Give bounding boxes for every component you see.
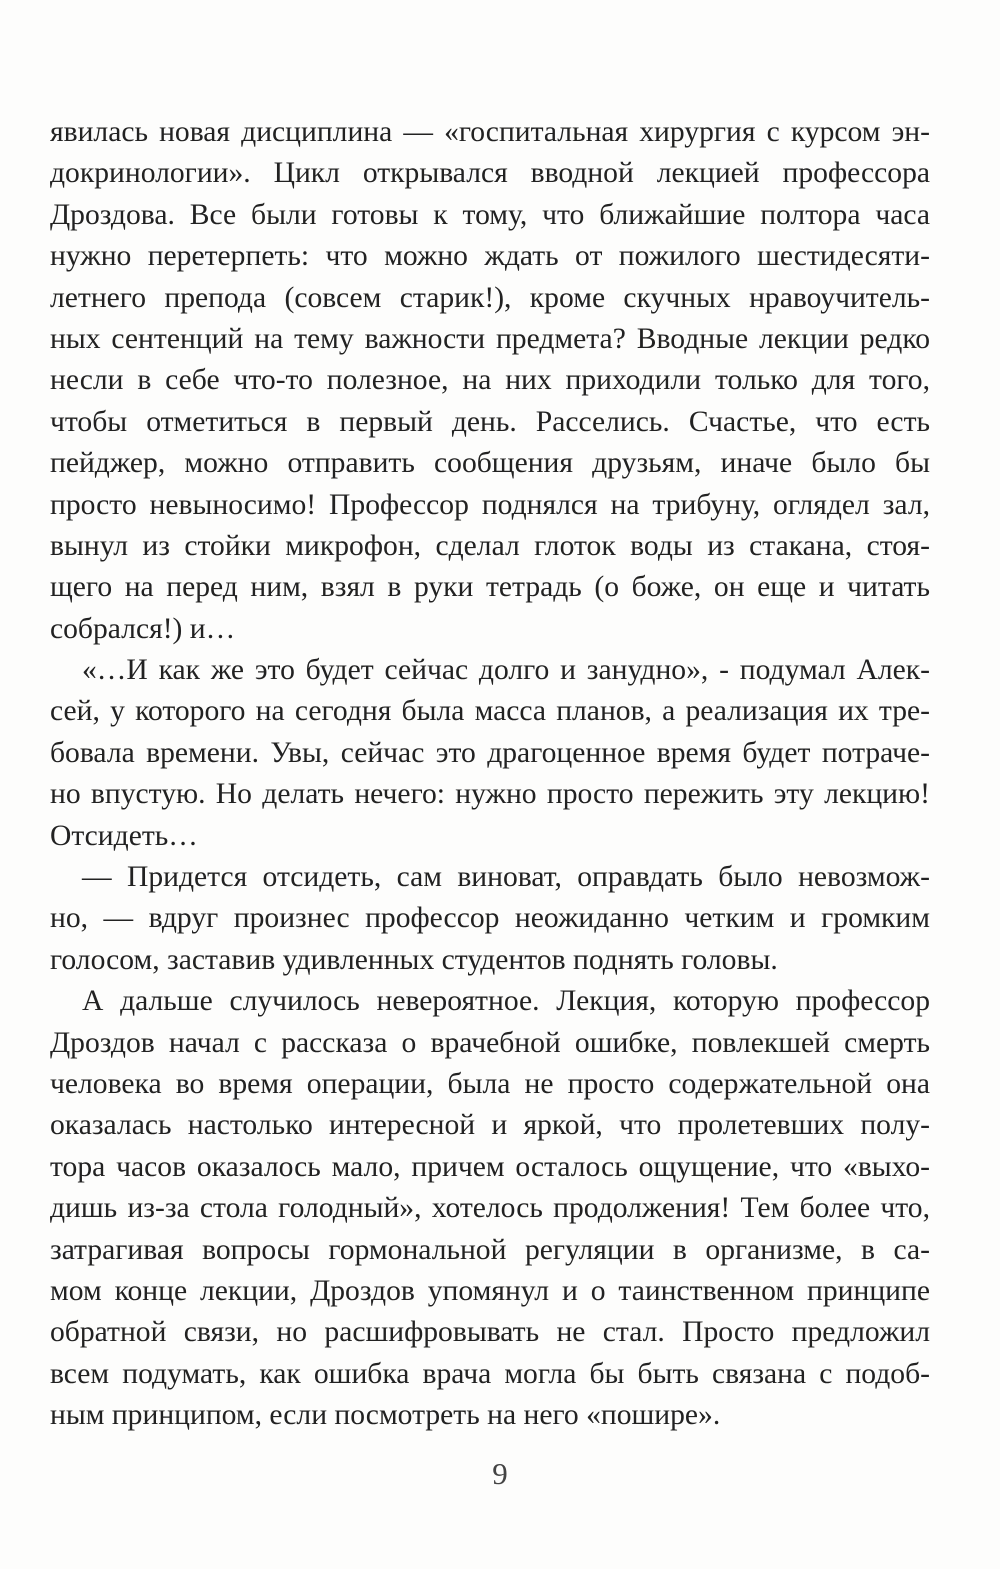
text-line: ным принципом, если посмотреть на него «пошире». bbox=[50, 1399, 721, 1432]
text-line: докринологии». Цикл открывался вводной лекцией профессора bbox=[50, 157, 930, 190]
text-line: летнего препода (совсем старик!), кроме скучных нравоучитель- bbox=[50, 281, 930, 314]
text-line: тора часов оказалось мало, причем осталось ощущение, что «выхо- bbox=[50, 1150, 930, 1183]
text-line: нужно перетерпеть: что можно ждать от пожилого шестидесяти- bbox=[50, 240, 930, 273]
text-line: обратной связи, но расшифровывать не стал. Просто предложил bbox=[50, 1316, 930, 1349]
text-line: — Придется отсидеть, сам виноват, оправдать было невозмож- bbox=[82, 861, 930, 894]
text-line: явилась новая дисциплина — «госпитальная хирургия с курсом эн- bbox=[50, 116, 930, 148]
paragraph-2 bbox=[50, 650, 930, 857]
text-line: всем подумать, как ошибка врача могла бы быть связана с подоб- bbox=[50, 1357, 930, 1390]
text-line: пейджер, можно отправить сообщения друзьям, иначе было бы bbox=[50, 447, 930, 480]
page-number: 9 bbox=[492, 1456, 508, 1491]
text-line: А дальше случилось невероятное. Лекция, которую профессор bbox=[82, 985, 930, 1018]
text-line: сей, у которого на сегодня была масса планов, а реализация их тре- bbox=[50, 695, 930, 728]
text-line: чтобы отметиться в первый день. Расселись. Счастье, что есть bbox=[50, 405, 930, 438]
text-line: мом конце лекции, Дроздов упомянул и о таинственном принципе bbox=[50, 1274, 930, 1307]
text-line: несли в себе что-то полезное, на них приходили только для того, bbox=[50, 364, 930, 397]
text-line: но, — вдруг произнес профессор неожиданно четким и громким bbox=[50, 902, 930, 935]
paragraph-3 bbox=[50, 857, 930, 981]
paragraph-4 bbox=[50, 981, 930, 1436]
text-line: «…И как же это будет сейчас долго и занудно», - подумал Алек- bbox=[82, 654, 930, 687]
text-line: просто невыносимо! Профессор поднялся на трибуну, оглядел зал, bbox=[50, 488, 930, 521]
text-line: человека во время операции, была не просто содержательной она bbox=[50, 1067, 930, 1100]
text-line: бовала времени. Увы, сейчас это драгоценное время будет потраче- bbox=[50, 736, 930, 769]
text-line: Отсидеть… bbox=[50, 819, 198, 852]
text-line: голосом, заставив удивленных студентов поднять головы. bbox=[50, 943, 778, 976]
text-line: затрагивая вопросы гормональной регуляции в организме, в са- bbox=[50, 1233, 930, 1266]
text-line: оказалась настолько интересной и яркой, что пролетевших полу- bbox=[50, 1109, 930, 1142]
text-line: собрался!) и… bbox=[50, 612, 236, 645]
text-line: дишь из-за стола голодный», хотелось продолжения! Тем более что, bbox=[50, 1192, 930, 1225]
text-line: Дроздова. Все были готовы к тому, что ближайшие полтора часа bbox=[50, 198, 930, 231]
text-line: Дроздов начал с рассказа о врачебной ошибке, повлекшей смерть bbox=[50, 1026, 930, 1059]
text-line: но впустую. Но делать нечего: нужно просто пережить эту лекцию! bbox=[50, 778, 930, 811]
paragraph-1 bbox=[50, 112, 930, 650]
text-line: вынул из стойки микрофон, сделал глоток воды из стакана, стоя- bbox=[50, 529, 930, 562]
text-line: ных сентенций на тему важности предмета? Вводные лекции редко bbox=[50, 322, 930, 355]
text-line: щего на перед ним, взял в руки тетрадь (о боже, он еще и читать bbox=[50, 571, 930, 604]
body-text bbox=[50, 112, 930, 1437]
